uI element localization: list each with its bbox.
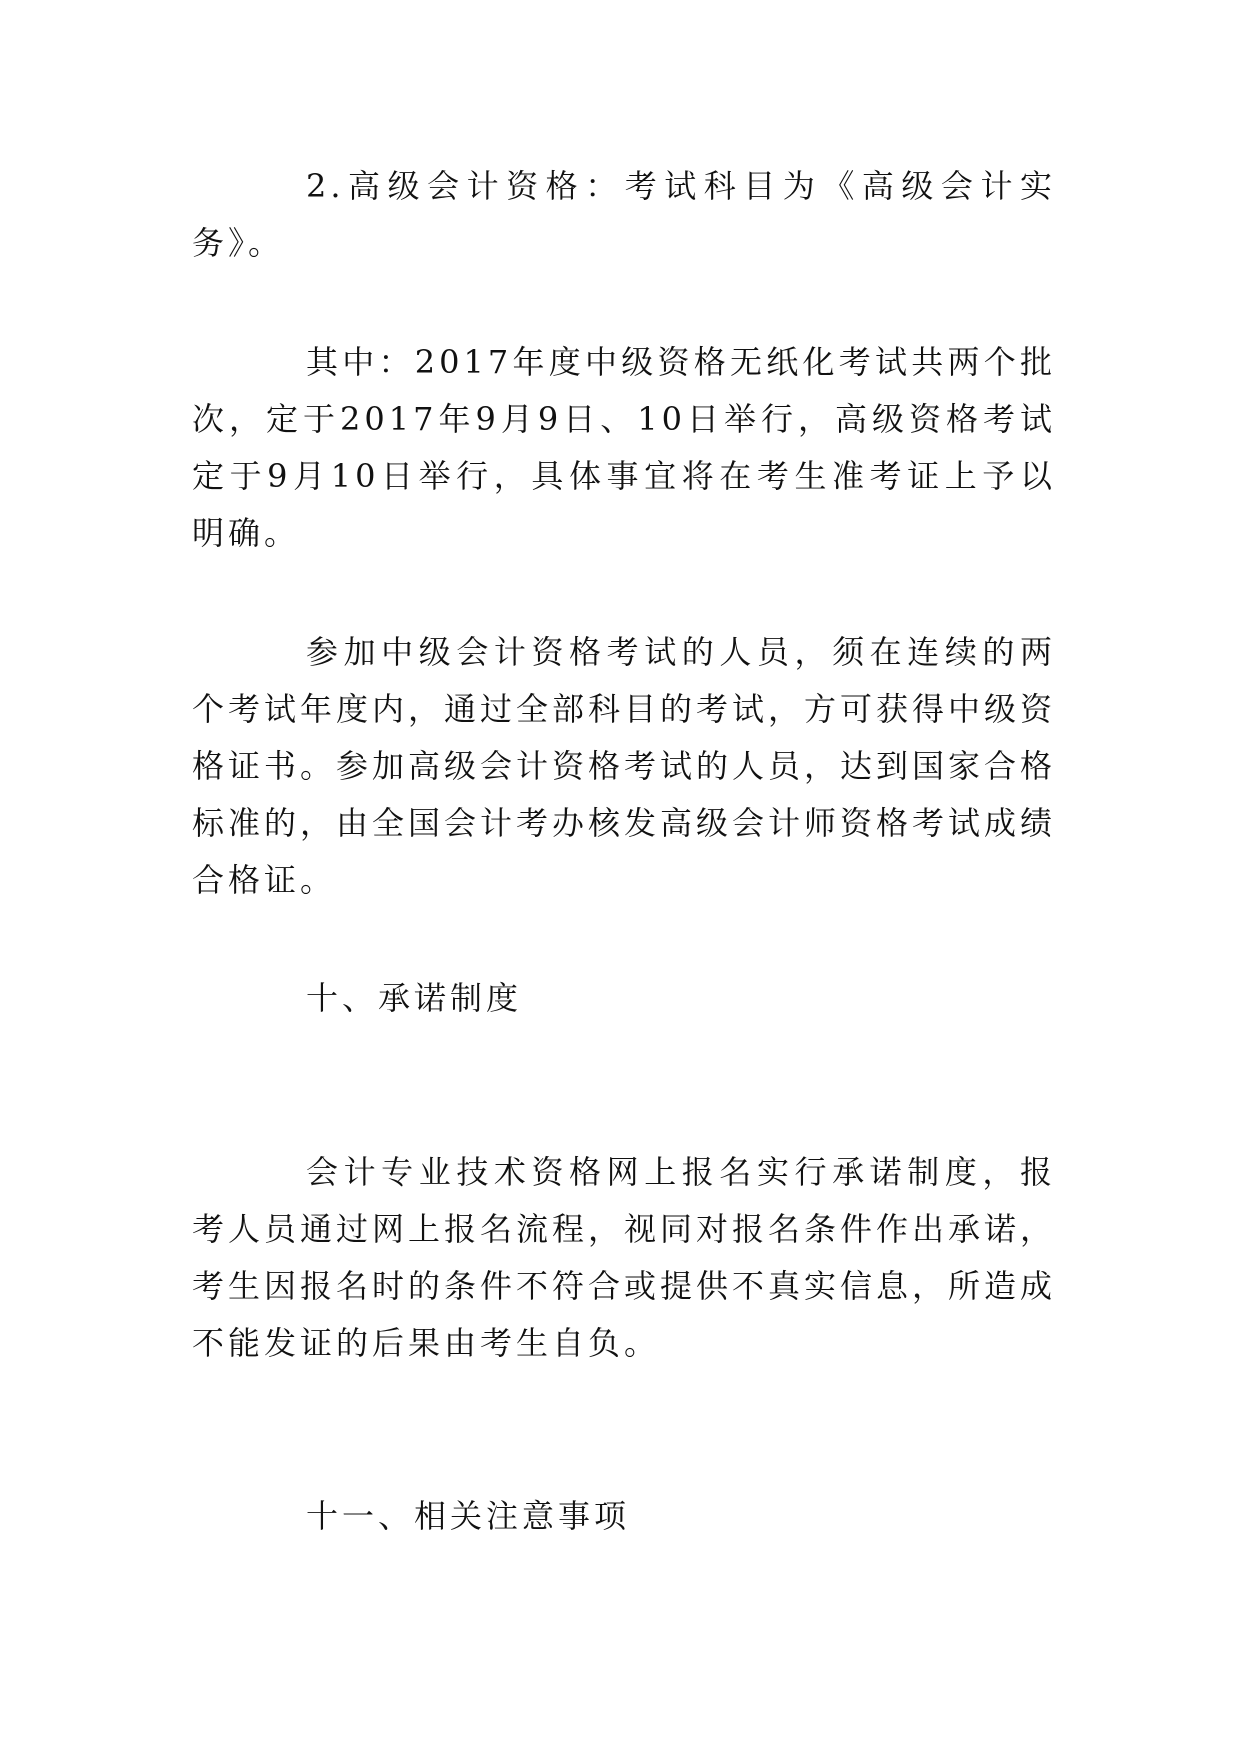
section-heading-commitment: 十、承诺制度 — [306, 979, 523, 1017]
paragraph-certificate-requirements: 参加中级会计资格考试的人员，须在连续的两个考试年度内，通过全部科目的考试，方可获得中级资格证书。参加高级会计资格考试的人员，达到国家合格标准的，由全国会计考办核发高级会计师资格考试成绩合格证。 — [192, 633, 1057, 899]
paragraph-senior-exam-subject: 2.高级会计资格：考试科目为《高级会计实务》。 — [192, 167, 1056, 262]
paragraph-exam-schedule: 其中：2017年度中级资格无纸化考试共两个批次，定于2017年9月9日、10日举行，高级资格考试定于9月10日举行，具体事宜将在考生准考证上予以明确。 — [192, 343, 1056, 552]
paragraph-commitment-system: 会计专业技术资格网上报名实行承诺制度，报考人员通过网上报名流程，视同对报名条件作出承诺，考生因报名时的条件不符合或提供不真实信息，所造成不能发证的后果由考生自负。 — [192, 1153, 1057, 1362]
section-heading-notes: 十一、相关注意事项 — [306, 1497, 631, 1535]
